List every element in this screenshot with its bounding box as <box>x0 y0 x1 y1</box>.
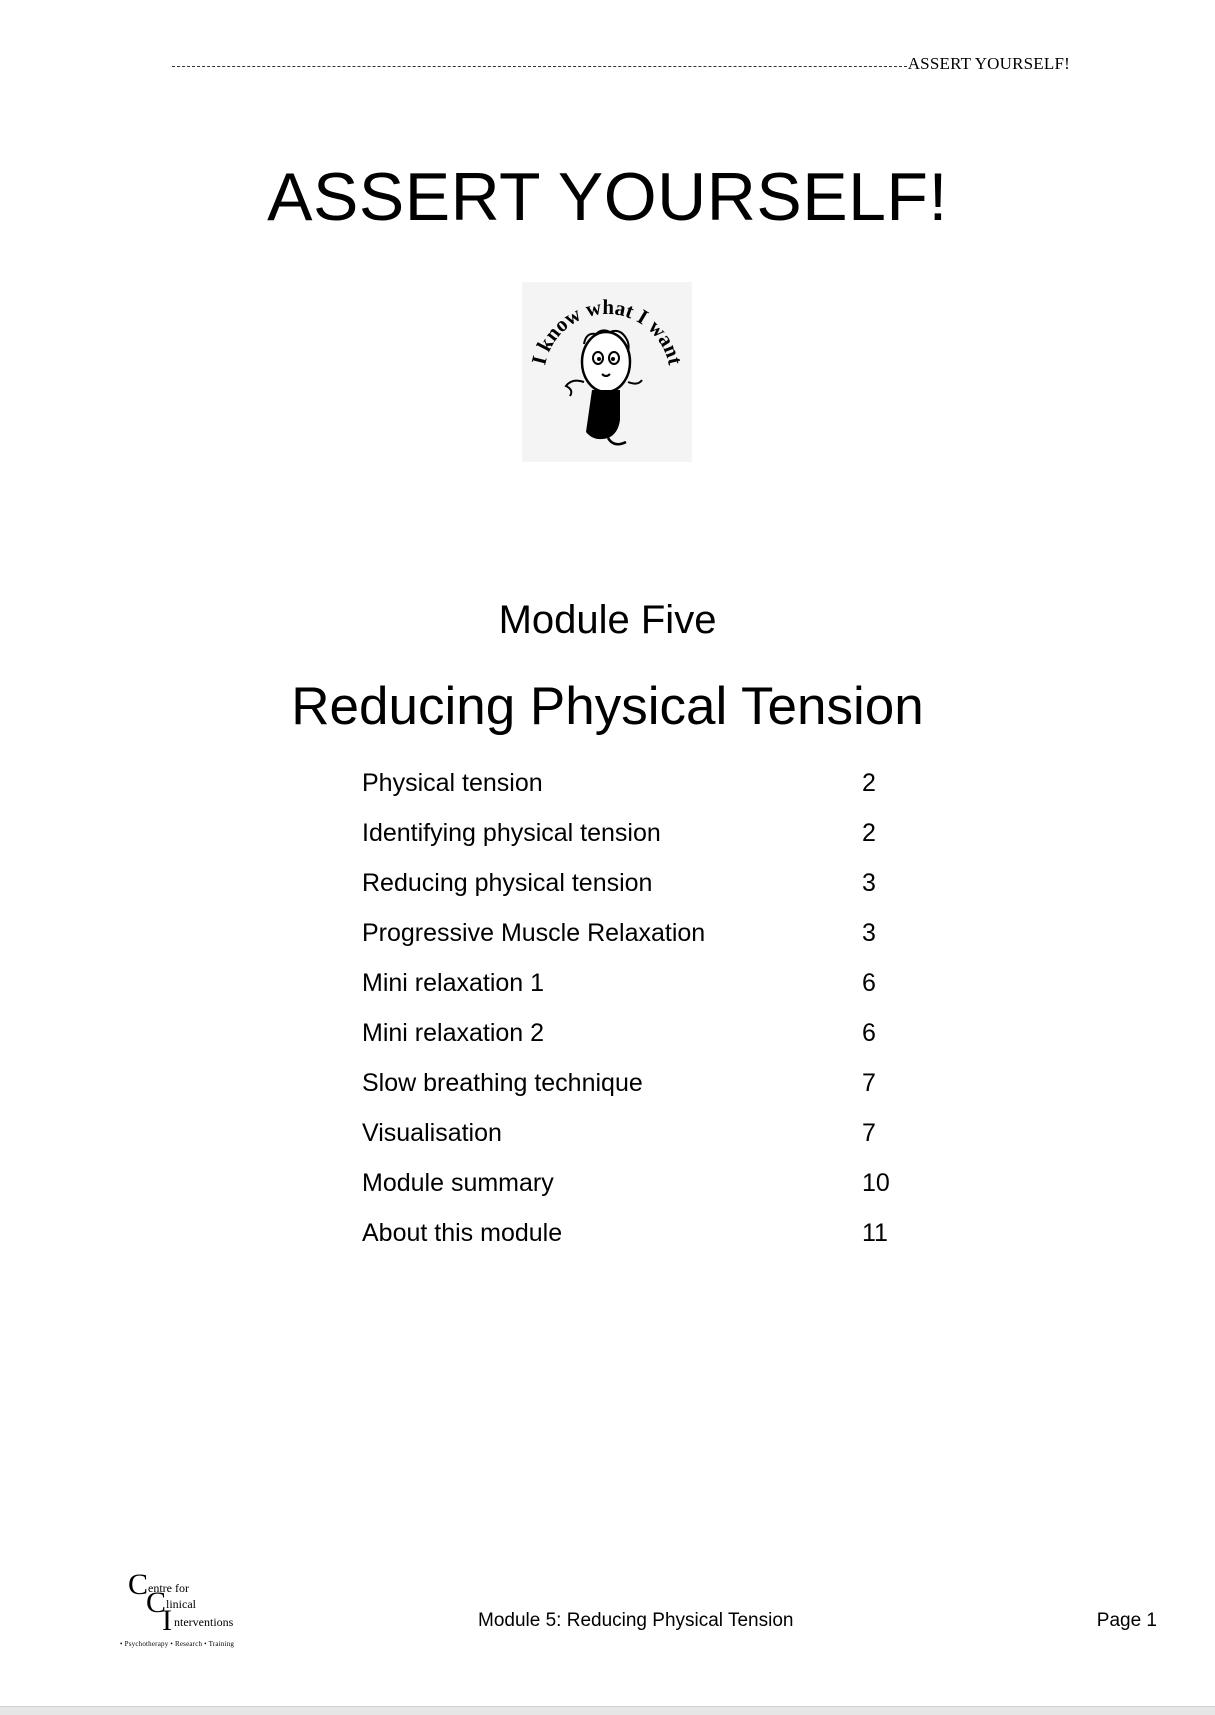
toc-entry-page: 10 <box>862 1169 890 1197</box>
toc-entry[interactable] <box>362 1069 922 1119</box>
toc-entry-label: About this module <box>362 1219 563 1247</box>
cci-logo-line2: linical <box>166 1597 196 1611</box>
toc-entry[interactable] <box>362 1219 922 1269</box>
cci-logo <box>122 1570 254 1650</box>
footer-module-title: Module 5: Reducing Physical Tension <box>478 1610 794 1631</box>
toc-entry[interactable] <box>362 769 922 819</box>
toc-entry-label: Mini relaxation 2 <box>362 1019 545 1047</box>
toc-entry-page: 6 <box>862 1019 876 1047</box>
toc-entry-page: 7 <box>862 1069 876 1097</box>
cci-logo-line3: nterventions <box>174 1615 234 1629</box>
toc-entry-page: 3 <box>862 869 876 897</box>
toc-entry[interactable] <box>362 1019 922 1069</box>
document-title: ASSERT YOURSELF! <box>267 159 948 235</box>
toc-entry-label: Visualisation <box>362 1119 502 1147</box>
cci-logo-tagline: • Psychotherapy • Research • Training <box>120 1640 235 1648</box>
toc-entry[interactable] <box>362 1169 922 1219</box>
footer-page-number: Page 1 <box>1096 1610 1157 1631</box>
toc-entry-page: 7 <box>862 1119 876 1147</box>
toc-entry-page: 2 <box>862 819 876 847</box>
toc-entry-label: Reducing physical tension <box>362 869 653 897</box>
toc-entry[interactable] <box>362 819 922 869</box>
toc-entry[interactable] <box>362 869 922 919</box>
module-number: Module Five <box>498 598 717 642</box>
logo-arc-text: I know what I want <box>526 294 688 368</box>
module-title: Reducing Physical Tension <box>291 677 924 736</box>
toc-entry-label: Module summary <box>362 1169 554 1197</box>
header-dashed-rule <box>172 66 907 67</box>
toc-entry-page: 6 <box>862 969 876 997</box>
running-header-label: ASSERT YOURSELF! <box>907 54 1070 73</box>
toc-entry[interactable] <box>362 969 922 1019</box>
toc-entry-page: 3 <box>862 919 876 947</box>
cci-logo-line1: entre for <box>148 1581 189 1595</box>
cci-logo-initial-c2: C <box>146 1586 167 1619</box>
toc-entry-label: Progressive Muscle Relaxation <box>362 919 706 947</box>
toc-entry-page: 11 <box>862 1219 888 1247</box>
cci-logo-initial-c1: C <box>128 1568 149 1601</box>
toc-entry-label: Mini relaxation 1 <box>362 969 545 997</box>
cci-logo-initial-i: I <box>162 1604 172 1637</box>
cartoon-face-logo-icon <box>522 282 692 462</box>
table-of-contents <box>362 769 922 1269</box>
toc-entry[interactable] <box>362 1119 922 1169</box>
toc-entry-label: Slow breathing technique <box>362 1069 643 1097</box>
toc-entry[interactable] <box>362 919 922 969</box>
toc-entry-page: 2 <box>862 769 876 797</box>
toc-entry-label: Physical tension <box>362 769 543 797</box>
toc-entry-label: Identifying physical tension <box>362 819 661 847</box>
running-header <box>172 52 1070 74</box>
